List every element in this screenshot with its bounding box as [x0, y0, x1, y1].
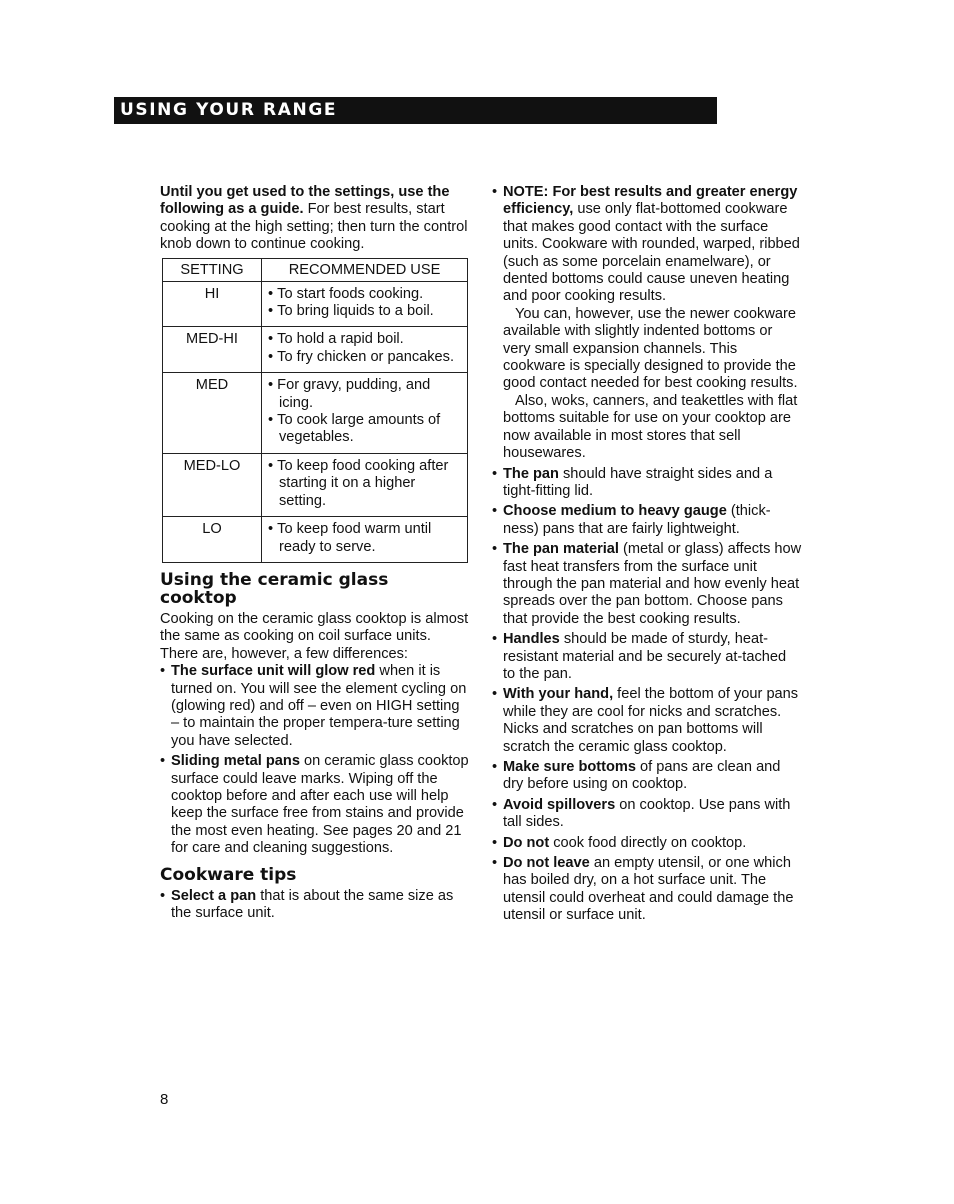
list-item: • Do not leave an empty utensil, or one which has boiled dry, on a hot surface unit. The utensil could overheat and could damage the utensil or surface unit. — [492, 855, 802, 925]
setting-cell: LO — [163, 517, 262, 563]
setting-cell: HI — [163, 281, 262, 327]
list-item: • With your hand, feel the bottom of your pans while they are cool for nicks and scratches. Nicks and scratches on pan bottoms will scratch the ceramic glass cooktop. — [492, 686, 802, 756]
page-number: 8 — [160, 1091, 169, 1108]
list-item: • Make sure bottoms of pans are clean and dry before using on cooktop. — [492, 759, 802, 794]
ceramic-bullet-list — [160, 663, 470, 857]
recommended-item: • To keep food warm until ready to serve. — [268, 521, 432, 555]
recommended-item: • To bring liquids to a boil. — [268, 303, 434, 320]
list-item: • Avoid spillovers on cooktop. Use pans with tall sides. — [492, 797, 802, 832]
list-item: • Handles should be made of sturdy, heat-resistant material and be securely at-tached to the pan. — [492, 631, 802, 683]
recommended-item: • To hold a rapid boil. — [268, 331, 404, 348]
recommended-cell — [262, 281, 468, 327]
recommended-item: • To start foods cooking. — [268, 285, 424, 302]
list-item: • Sliding metal pans on ceramic glass cooktop surface could leave marks. Wiping off the cooktop before and after each use will help keep the surface free from stains and provide the most even heating. See pages 20 and 21 for care and cleaning suggestions. — [160, 753, 470, 857]
list-item: • Do not cook food directly on cooktop. — [492, 835, 802, 852]
table-row — [163, 517, 468, 563]
cookware-bullet-list — [160, 888, 470, 923]
recommended-item: • To fry chicken or pancakes. — [268, 348, 454, 365]
header-setting: SETTING — [163, 258, 262, 281]
settings-table — [162, 258, 468, 563]
intro-paragraph — [160, 184, 470, 254]
note-item — [492, 184, 802, 463]
table-row — [163, 327, 468, 373]
ceramic-heading: Using the ceramic glass cooktop — [160, 569, 389, 608]
note-bold: NOTE: For best results and greater energy efficiency, — [503, 184, 798, 218]
note-paragraph: You can, however, use the newer cookware available with slightly indented bottoms or very small expansion channels. This cookware is specially designed to provide the good contact needed for best cooking results. — [503, 305, 798, 392]
table-row — [163, 453, 468, 516]
setting-cell: MED — [163, 373, 262, 454]
recommended-cell — [262, 453, 468, 516]
note-paragraph: Also, woks, canners, and teakettles with flat bottoms suitable for use on your cooktop are now available in most stores that sell housewares. — [503, 392, 798, 462]
list-item: • Select a pan that is about the same size as the surface unit. — [160, 888, 470, 923]
tips-bullet-list — [492, 184, 802, 925]
cookware-heading: Cookware tips — [160, 864, 297, 885]
section-banner: USING YOUR RANGE — [114, 97, 717, 124]
intro-bold: Until you get used to the settings, use the following as a guide. — [160, 184, 450, 218]
setting-cell: MED-HI — [163, 327, 262, 373]
list-item: • The pan material (metal or glass) affects how fast heat transfers from the surface unit through the pan material and how evenly heat spreads over the pan bottom. Choose pans that provide the best cooking results. — [492, 541, 802, 628]
setting-cell: MED-LO — [163, 453, 262, 516]
recommended-item: • To cook large amounts of vegetables. — [268, 412, 441, 446]
right-column — [492, 184, 802, 928]
list-item: • The pan should have straight sides and a tight-fitting lid. — [492, 466, 802, 501]
left-column — [160, 184, 470, 925]
recommended-item: • For gravy, pudding, and icing. — [268, 377, 431, 411]
list-item: • The surface unit will glow red when it is turned on. You will see the element cycling on (glowing red) and off – even on HIGH setting – to maintain the proper tempera-ture setting you have selected. — [160, 663, 470, 750]
recommended-item: • To keep food cooking after starting it on a higher setting. — [268, 457, 449, 509]
table-row — [163, 281, 468, 327]
recommended-cell — [262, 373, 468, 454]
intro-text: For best results, start cooking at the high setting; then turn the control knob down to continue cooking. — [160, 201, 468, 253]
table-row — [163, 373, 468, 454]
ceramic-intro: Cooking on the ceramic glass cooktop is almost the same as cooking on coil surface units. There are, however, a few differences: — [160, 610, 469, 662]
list-item: • Choose medium to heavy gauge (thick-ness) pans that are fairly lightweight. — [492, 503, 802, 538]
note-text: use only flat-bottomed cookware that makes good contact with the surface units. Cookware with rounded, warped, ribbed (such as some porcelain enamelware), or dented bottoms could cause uneven heating and poor cooking results. — [503, 201, 800, 305]
recommended-cell — [262, 517, 468, 563]
recommended-cell — [262, 327, 468, 373]
header-recommended-use: RECOMMENDED USE — [262, 258, 468, 281]
table-header-row — [163, 258, 468, 281]
